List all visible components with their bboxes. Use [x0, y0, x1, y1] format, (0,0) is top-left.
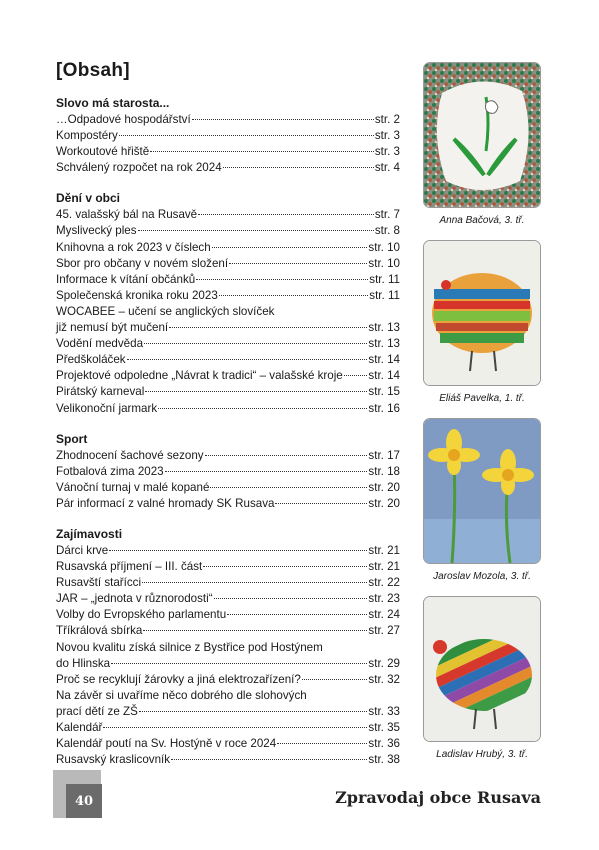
toc-entry-title: Rusavští stařícci	[56, 576, 142, 590]
toc-entry-page: str. 35	[368, 721, 400, 734]
toc-entry-page: str. 18	[368, 464, 400, 478]
toc-entry[interactable]	[56, 272, 400, 288]
toc-entry-title: Velikonoční jarmark	[56, 401, 158, 415]
toc-entry-title: Rusavská příjmení – III. část	[56, 560, 203, 574]
toc-entry-title: Vánoční turnaj v malé kopané	[56, 480, 210, 494]
dot-leader	[139, 711, 368, 712]
dot-leader	[169, 327, 367, 328]
toc-entry[interactable]	[56, 256, 400, 272]
toc-entry-page: str. 2	[374, 113, 400, 126]
toc-entry[interactable]	[56, 543, 400, 559]
toc-entry-page: str. 8	[374, 224, 400, 238]
hen-drawing	[423, 240, 541, 386]
toc-entry-page: str. 4	[374, 161, 400, 175]
dot-leader	[171, 759, 367, 760]
toc-entry[interactable]	[56, 144, 400, 160]
toc-entry[interactable]	[56, 112, 400, 128]
toc-entry-page: str. 10	[368, 240, 400, 254]
toc-entry-title: Kompostéry	[56, 129, 118, 143]
toc-entry-title-line: WOCABEE – učení se anglických slovíček	[56, 304, 275, 318]
toc-entry-page: str. 24	[368, 608, 400, 622]
toc-entry-title: Workoutové hřiště	[56, 145, 150, 159]
toc-entry-title: Pár informací z valné hromady SK Rusava	[56, 496, 275, 510]
section-heading: Sport	[56, 431, 88, 446]
toc-entry[interactable]	[56, 368, 400, 384]
toc-entry-title: Volby do Evropského parlamentu	[56, 608, 227, 622]
toc-entry-page: str. 17	[368, 448, 400, 462]
daffodils-drawing	[423, 418, 541, 564]
toc-entry-page: str. 13	[368, 337, 400, 351]
toc-entry[interactable]	[56, 720, 400, 736]
toc-entry[interactable]	[56, 575, 400, 591]
toc-entry-title: Tříkrálová sbírka	[56, 624, 143, 638]
toc-entry-title: JAR – „jednota v různorodosti“	[56, 592, 213, 606]
toc-section	[56, 96, 400, 176]
toc-entry-page: str. 22	[368, 576, 400, 590]
dot-leader	[203, 566, 367, 567]
dot-leader	[165, 471, 368, 472]
toc-entry[interactable]	[56, 128, 400, 144]
rainbow-hen-drawing	[423, 596, 541, 742]
toc-entry[interactable]	[56, 352, 400, 368]
toc-section	[56, 191, 400, 416]
toc-entry-page: str. 7	[374, 208, 400, 222]
toc-entry-title-line: Novou kvalitu získá silnice z Bystřice pod Hostýnem	[56, 640, 323, 654]
dot-leader	[212, 247, 368, 248]
dot-leader	[144, 343, 367, 344]
toc-entry-page: str. 23	[368, 592, 400, 606]
toc-entry-page: str. 29	[368, 656, 400, 670]
toc-entry-page: str. 11	[369, 272, 400, 286]
toc-entry-page: str. 38	[368, 753, 400, 767]
dot-leader	[196, 279, 368, 280]
dot-leader	[109, 550, 367, 551]
dot-leader	[111, 663, 367, 664]
toc-entry-title: Zhodnocení šachové sezony	[56, 448, 204, 462]
toc-entry-title: Rusavský kraslicovník	[56, 753, 171, 767]
toc-entry[interactable]	[56, 607, 400, 623]
dot-leader	[138, 230, 374, 231]
dot-leader	[229, 263, 367, 264]
children-drawings-gallery	[423, 62, 541, 774]
toc-entry-title: prací dětí ze ZŠ	[56, 704, 138, 718]
snowdrop-drawing	[423, 62, 541, 208]
toc-entry-title: Myslivecký ples	[56, 224, 137, 238]
section-heading: Slovo má starosta...	[56, 96, 170, 110]
toc-entry-page: str. 36	[368, 737, 400, 751]
toc-entry-title: Proč se recyklují žárovky a jiná elektrozařízení?	[56, 672, 301, 686]
toc-entry-page: str. 27	[368, 624, 400, 638]
toc-entry-page: str. 3	[374, 129, 400, 143]
section-heading: Zajímavosti	[56, 526, 123, 541]
toc-entry-page: str. 21	[368, 543, 400, 557]
dot-leader	[192, 119, 374, 120]
toc-entry[interactable]	[56, 207, 400, 223]
toc-entry-title: Pirátský karneval	[56, 385, 145, 399]
dot-leader	[302, 679, 368, 680]
dot-leader	[210, 487, 367, 488]
dot-leader	[205, 455, 368, 456]
toc-entry-page: str. 21	[368, 560, 400, 574]
toc-entry-title: Fotbalová zima 2023	[56, 464, 164, 478]
toc-entry-title: Předškoláček	[56, 353, 126, 367]
toc-entry-page: str. 10	[368, 256, 400, 270]
toc-entry-page: str. 13	[368, 321, 400, 335]
dot-leader	[127, 359, 368, 360]
toc-entry-page: str. 14	[368, 369, 400, 383]
dot-leader	[198, 214, 374, 215]
dot-leader	[103, 727, 367, 728]
picture-caption: Jaroslav Mozola, 3. tř.	[433, 571, 531, 582]
toc-entry-title-line: Na závěr si uvaříme něco dobrého dle slohových	[56, 688, 307, 702]
toc-entry[interactable]	[56, 640, 400, 672]
dot-leader	[277, 743, 367, 744]
picture-caption: Eliáš Pavelka, 1. tř.	[439, 393, 525, 404]
dot-leader	[344, 375, 368, 376]
toc-section	[56, 527, 400, 768]
toc-entry-page: str. 20	[368, 480, 400, 494]
toc-entry-title: Schválený rozpočet na rok 2024	[56, 161, 222, 175]
dot-leader	[150, 151, 374, 152]
toc-entry[interactable]	[56, 401, 400, 417]
toc-entry-title: Informace k vítání občánků	[56, 272, 196, 286]
toc-entry[interactable]	[56, 480, 400, 496]
page-number: 40	[74, 793, 94, 809]
toc-entry-page: str. 14	[368, 353, 400, 367]
dot-leader	[119, 135, 374, 136]
toc-entry[interactable]	[56, 288, 400, 304]
dot-leader	[143, 630, 367, 631]
toc-entry[interactable]	[56, 304, 400, 336]
toc-entry-title: 45. valašský bál na Rusavě	[56, 208, 198, 222]
toc-entry-title: Dárci krve	[56, 543, 109, 557]
dot-leader	[142, 582, 367, 583]
toc-entry[interactable]	[56, 623, 400, 639]
toc-entry-title: Knihovna a rok 2023 v číslech	[56, 240, 211, 254]
table-of-contents	[56, 96, 400, 783]
dot-leader	[223, 167, 374, 168]
toc-section	[56, 432, 400, 512]
toc-entry[interactable]	[56, 559, 400, 575]
section-heading: Dění v obci	[56, 191, 121, 206]
page-title: [Obsah]	[56, 60, 130, 81]
toc-entry-title: Vodění medvěda	[56, 337, 144, 351]
toc-entry-page: str. 3	[374, 145, 400, 159]
toc-entry-page: str. 15	[368, 385, 400, 399]
dot-leader	[158, 408, 367, 409]
toc-entry-page: str. 11	[369, 288, 400, 302]
toc-entry[interactable]	[56, 448, 400, 464]
toc-entry-title: Sbor pro občany v novém složení	[56, 256, 229, 270]
publication-name: Zpravodaj obce Rusava	[335, 788, 541, 807]
toc-entry-title: Společenská kronika roku 2023	[56, 288, 218, 302]
toc-entry-title: …Odpadové hospodářství	[56, 113, 191, 126]
dot-leader	[214, 598, 368, 599]
toc-entry-title: již nemusí být mučení	[56, 321, 169, 335]
toc-entry-title: Projektové odpoledne „Návrat k tradici“ – valašské kroje	[56, 369, 343, 383]
toc-entry[interactable]	[56, 736, 400, 752]
toc-entry[interactable]	[56, 688, 400, 720]
toc-entry[interactable]	[56, 240, 400, 256]
toc-entry[interactable]	[56, 384, 400, 400]
toc-entry[interactable]	[56, 336, 400, 352]
toc-entry-page: str. 16	[368, 401, 400, 415]
dot-leader	[219, 295, 369, 296]
toc-entry-page: str. 33	[368, 704, 400, 718]
toc-entry-page: str. 32	[368, 672, 400, 686]
toc-entry[interactable]	[56, 160, 400, 176]
toc-entry[interactable]	[56, 672, 400, 688]
toc-entry[interactable]	[56, 464, 400, 480]
toc-entry[interactable]	[56, 752, 400, 768]
toc-entry-title: do Hlinska	[56, 656, 111, 670]
dot-leader	[275, 503, 367, 504]
toc-entry-title: Kalendář	[56, 721, 103, 734]
dot-leader	[227, 614, 367, 615]
toc-entry-page: str. 20	[368, 496, 400, 510]
picture-caption: Ladislav Hrubý, 3. tř.	[436, 749, 528, 760]
toc-entry[interactable]	[56, 223, 400, 239]
toc-entry[interactable]	[56, 591, 400, 607]
dot-leader	[145, 391, 367, 392]
toc-entry[interactable]	[56, 496, 400, 512]
toc-entry-title: Kalendář poutí na Sv. Hostýně v roce 2024	[56, 737, 277, 751]
picture-caption: Anna Bačová, 3. tř.	[439, 215, 525, 226]
